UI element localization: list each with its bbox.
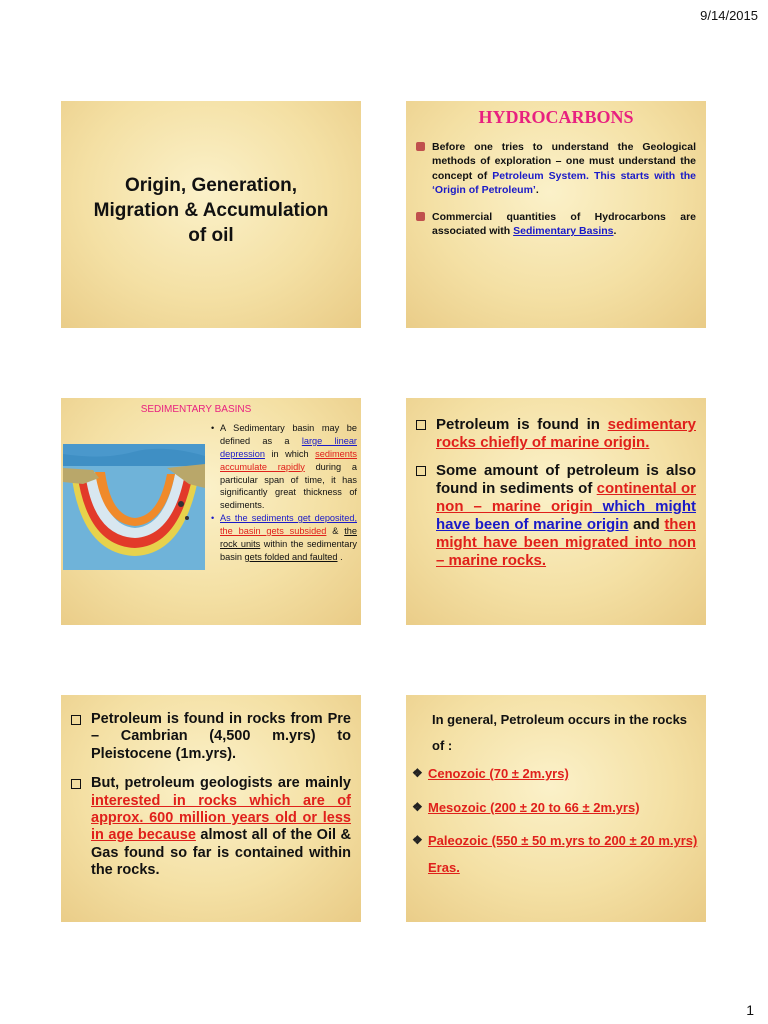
bullet-text: in which xyxy=(264,448,316,459)
item-text: Some amount of petroleum is also found in sediments of xyxy=(436,462,696,497)
bullet-text: Before one tries to understand the Geological methods of exploration – one must understand the concept of xyxy=(432,141,696,182)
bullet-text: during a particular span of time, it has significantly great thickness of sediments. xyxy=(220,461,357,511)
bullet-icon xyxy=(416,212,425,221)
slide-geologic-eras xyxy=(406,695,706,922)
bullet-end: . xyxy=(613,225,617,238)
petroleum-origin-list xyxy=(416,416,696,570)
basin-diagram-image xyxy=(63,444,205,570)
slide-hydrocarbons xyxy=(406,101,706,328)
item-text: Petroleum is found in xyxy=(436,416,608,433)
eras-intro: In general, Petroleum occurs in the rocks of : xyxy=(432,712,688,753)
list-item xyxy=(71,711,351,763)
item-text: Petroleum is found in rocks from Pre – Cambrian (4,500 m.yrs) to Pleistocene (1m.yrs). xyxy=(91,711,351,762)
continental-origin-text: continental or non – marine origin xyxy=(436,480,697,515)
slide-petroleum-origin xyxy=(406,398,706,625)
sediments-accumulate-text: sediments accumulate rapidly xyxy=(220,448,357,472)
bullet-text: Commercial quantities of Hydrocarbons are associated with xyxy=(432,210,696,238)
print-date: 9/14/2015 xyxy=(700,8,758,23)
list-item xyxy=(211,512,357,564)
list-item xyxy=(416,210,696,239)
bullet-end: . xyxy=(535,184,539,197)
list-item xyxy=(412,795,698,822)
eras-list xyxy=(412,761,698,882)
petroleum-age-list xyxy=(71,711,351,880)
bullet-dot-icon: • xyxy=(211,513,215,524)
folded-faulted-text: gets folded and faulted xyxy=(244,551,338,562)
marine-origin-text: which might have been of marine origin xyxy=(436,498,696,533)
item-text: But, petroleum geologists are mainly xyxy=(91,775,351,792)
checkbox-bullet-icon xyxy=(416,466,426,476)
list-item xyxy=(416,140,696,198)
sedimentary-basin-text xyxy=(211,422,357,564)
list-item xyxy=(416,462,696,570)
checkbox-bullet-icon xyxy=(416,420,426,430)
sedimentary-basins-link[interactable]: Sedimentary Basins xyxy=(513,225,614,238)
item-text: and xyxy=(628,516,665,533)
slide-sedimentary-basins xyxy=(61,398,361,625)
bullet-dot-icon: • xyxy=(211,423,215,433)
slide-title xyxy=(61,101,361,328)
era-mesozoic: Mesozoic (200 ± 20 to 66 ± 2m.yrs) xyxy=(428,799,640,815)
diamond-bullet-icon: ❖ xyxy=(412,833,423,848)
slide-title-heading xyxy=(61,173,361,248)
list-item xyxy=(211,422,357,512)
list-item xyxy=(412,828,698,881)
list-item xyxy=(416,416,696,452)
bullet-text: & xyxy=(326,526,345,536)
era-paleozoic: Paleozoic (550 ± 50 m.yrs to 200 ± 20 m.yrs) Eras. xyxy=(428,833,698,875)
item-text: almost all of the Oil & Gas found so far is contained within the rocks. xyxy=(91,827,351,879)
sedimentary-basins-title: SEDIMENTARY BASINS xyxy=(140,404,252,415)
title-line-3: of oil xyxy=(188,225,234,247)
era-cenozoic: Cenozoic (70 ± 2m.yrs) xyxy=(428,766,569,781)
list-item xyxy=(412,761,698,788)
list-item xyxy=(71,775,351,879)
rock-units-text: the rock units xyxy=(220,526,357,549)
sediments-deposited-text: As the sediments get deposited, xyxy=(220,513,357,524)
slide-petroleum-age xyxy=(61,695,361,922)
interested-rocks-text: interested in rocks which are of approx. 600 million years old or less in age because xyxy=(91,792,351,844)
bullet-text: A Sedimentary basin may be defined as a xyxy=(220,423,357,446)
checkbox-bullet-icon xyxy=(71,715,81,725)
bullet-text: within the sedimentary basin xyxy=(220,538,357,562)
diamond-bullet-icon: ❖ xyxy=(412,766,423,780)
page-number: 1 xyxy=(746,1002,754,1018)
bullet-text: . xyxy=(337,551,343,562)
petroleum-system-text: Petroleum System. This starts with the ‘Origin of Petroleum’ xyxy=(432,169,696,197)
sedimentary-rocks-text: sedimentary rocks chiefly of marine origin. xyxy=(436,416,696,451)
large-linear-depression-text: large linear depression xyxy=(220,435,357,459)
checkbox-bullet-icon xyxy=(71,779,81,789)
basin-subsided-text: the basin gets subsided xyxy=(220,526,327,536)
bullet-icon xyxy=(416,142,425,151)
migrated-text: then might have been migrated into non – marine rocks. xyxy=(436,516,696,569)
hydrocarbons-title: HYDROCARBONS xyxy=(478,107,634,127)
title-line-1: Origin, Generation, xyxy=(124,175,298,196)
title-line-2: Migration & Accumulation xyxy=(93,200,329,222)
hydrocarbons-bullets xyxy=(416,140,696,239)
diamond-bullet-icon: ❖ xyxy=(412,799,423,814)
